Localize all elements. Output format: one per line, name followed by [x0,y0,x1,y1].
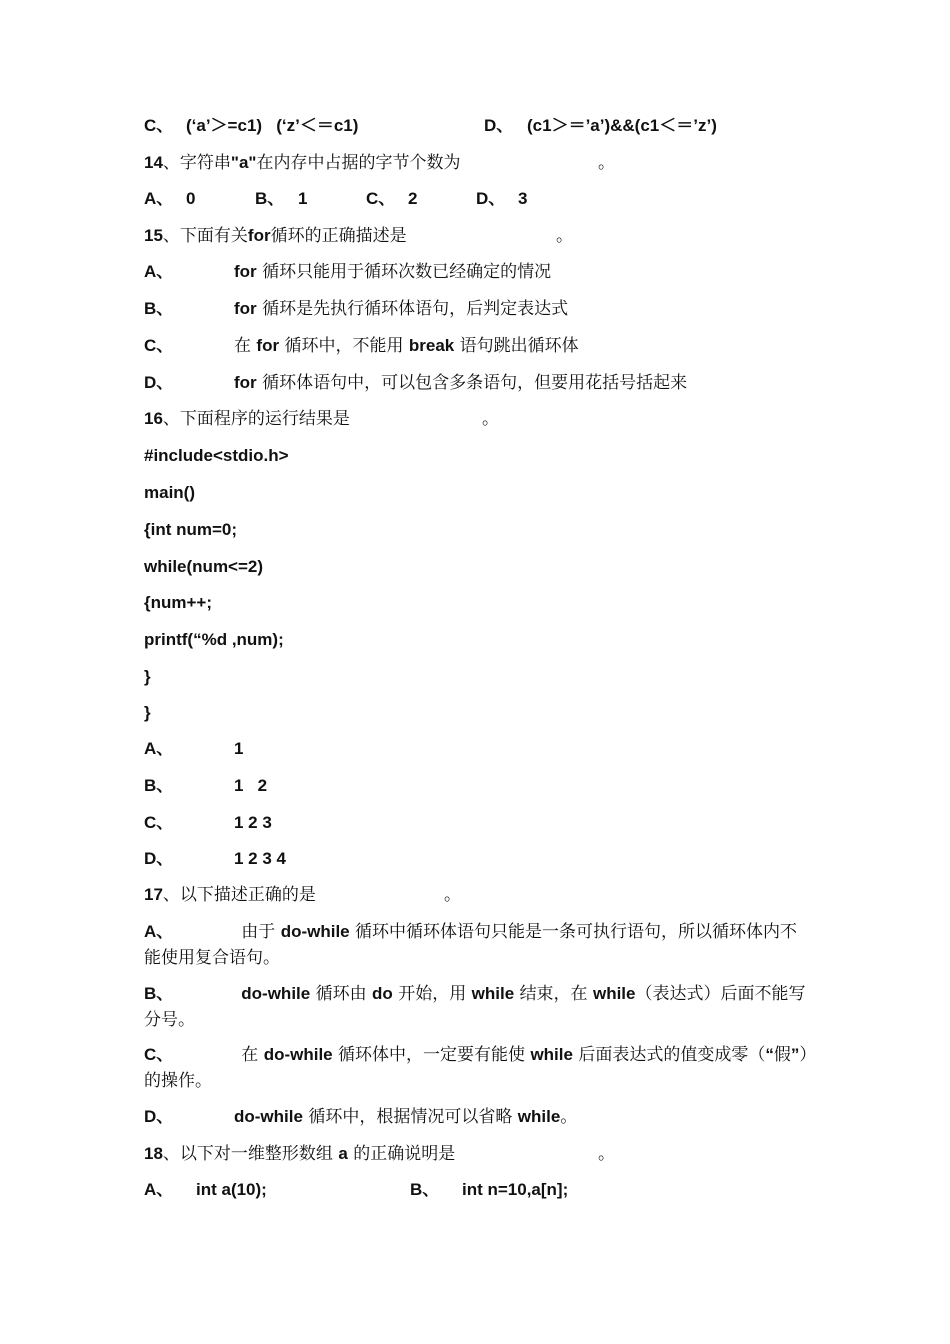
q17-end: 。 [444,885,461,905]
q18-option-a-value: int a(10); [196,1180,267,1199]
q16-option-a-label: A、 [144,739,174,758]
code-line: #include<stdio.h> [144,446,289,465]
q15-end: 。 [556,226,573,246]
q15-option-c-text: 在 for 循环中，不能用 break 语句跳出循环体 [234,336,579,356]
q13-option-d-label: D、 [484,116,514,135]
q13-option-c-label: C、 [144,116,174,135]
q15-option-d-text: for 循环体语句中，可以包含多条语句，但要用花括号括起来 [234,373,688,393]
question-number: 17 [144,885,163,904]
code-line: while(num<=2) [144,557,264,576]
q14-option-a-value: 0 [186,189,196,208]
code-line: {int num=0; [144,520,238,539]
q14-option-d-label: D、 [476,189,506,208]
q16-option-d-value: 1 2 3 4 [234,849,286,868]
q14-option-b-value: 1 [298,189,308,208]
q14-option-c-value: 2 [408,189,418,208]
q16-option-c-value: 1 2 3 [234,813,272,832]
q16-stem: 16、下面程序的运行结果是 [144,409,350,429]
q18-option-b-label: B、 [410,1180,440,1199]
code-line: } [144,667,151,686]
q18-end: 。 [598,1144,615,1164]
q17-option-d-label: D、 [144,1107,174,1126]
q14-option-a-label: A、 [144,189,174,208]
question-number: 15 [144,226,163,245]
q14-stem: 14、字符串"a"在内存中占据的字节个数为 [144,153,461,173]
q16-option-d-label: D、 [144,849,174,868]
q15-option-a-text: for 循环只能用于循环次数已经确定的情况 [234,262,552,282]
q18-option-a-label: A、 [144,1180,174,1199]
code-line: main() [144,483,195,502]
q14-end: 。 [598,153,615,173]
q17-option-d-text: do-while 循环中，根据情况可以省略 while。 [234,1107,578,1127]
q15-option-a-label: A、 [144,262,174,281]
q13-option-d-text: (c1＞＝’a’)&&(c1＜＝’z’) [527,116,717,135]
q14-option-c-label: C、 [366,189,396,208]
q17-stem: 17、以下描述正确的是 [144,885,316,905]
q15-stem: 15、下面有关for循环的正确描述是 [144,226,407,246]
q15-option-b-label: B、 [144,299,174,318]
q13-option-c-text: (‘a’＞=c1) (‘z’＜＝c1) [186,116,359,135]
question-number: 18 [144,1144,163,1163]
q14-option-b-label: B、 [255,189,285,208]
code-line: } [144,703,151,722]
q15-option-c-label: C、 [144,336,174,355]
question-number: 16 [144,409,163,428]
q17-option-a: A、 由于 do-while 循环中循环体语句只能是一条可执行语句，所以循环体内不能使用复合语句。 [144,922,798,968]
q16-option-b-label: B、 [144,776,174,795]
q17-option-c: C、 在 do-while 循环体中，一定要有能使 while 后面表达式的值变成零（“假”）的操作。 [144,1045,808,1091]
code-line: printf(“%d ,num); [144,630,284,649]
q16-option-c-label: C、 [144,813,174,832]
q18-stem: 18、以下对一维整形数组 a 的正确说明是 [144,1144,456,1164]
question-number: 14 [144,153,163,172]
q15-option-d-label: D、 [144,373,174,392]
q16-option-b-value: 1 2 [234,776,268,795]
q18-option-b-value: int n=10,a[n]; [462,1180,569,1199]
q16-option-a-value: 1 [234,739,244,758]
q15-option-b-text: for 循环是先执行循环体语句，后判定表达式 [234,299,569,319]
q14-option-d-value: 3 [518,189,528,208]
q17-option-b: B、 do-while 循环由 do 开始，用 while 结束，在 while（表达式）后面不能写分号。 [144,984,806,1030]
q16-end: 。 [482,409,499,429]
code-line: {num++; [144,593,213,612]
